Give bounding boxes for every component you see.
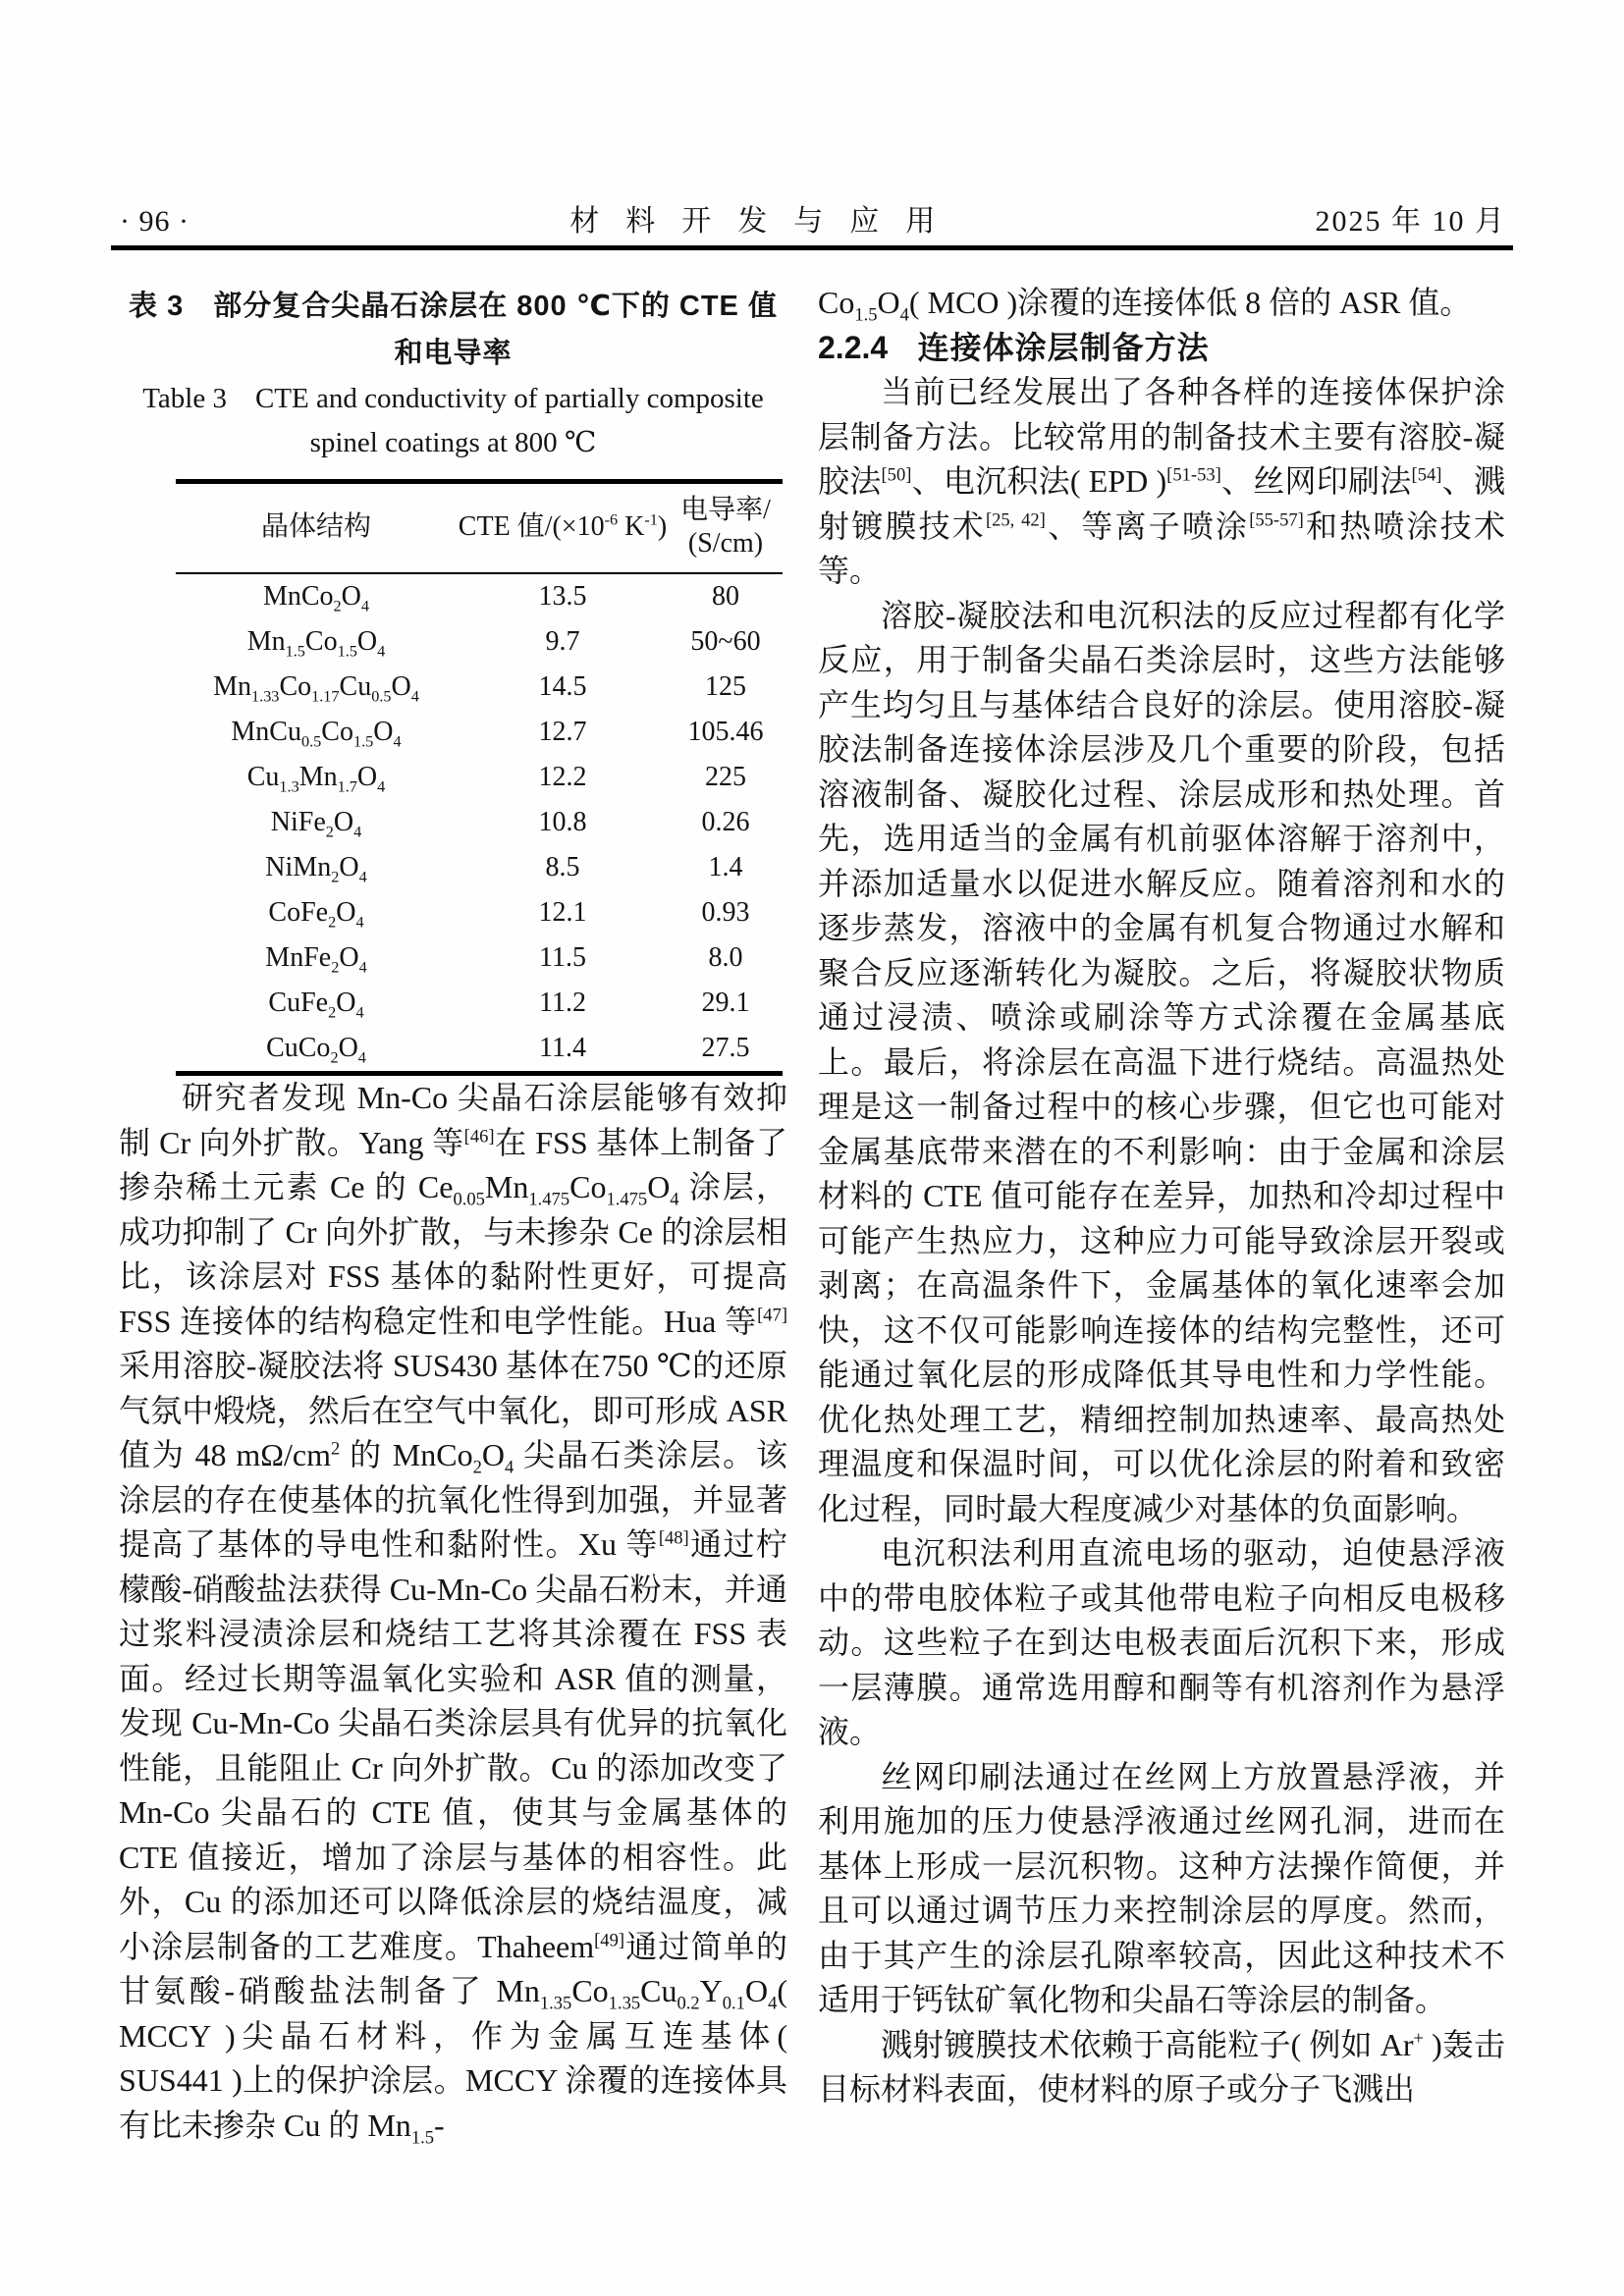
table-row [176, 890, 783, 935]
cte-cell: 13.5 [538, 581, 587, 612]
page-header [120, 204, 1506, 240]
conductivity-cell: 0.93 [701, 897, 750, 928]
section-number: 2.2.4 [818, 329, 889, 365]
cte-cell: 9.7 [545, 626, 580, 657]
formula-cell: $MnCo_2O_4$ [262, 581, 370, 615]
table-row [176, 845, 783, 890]
header-rule [111, 245, 1513, 250]
table-row [176, 665, 783, 710]
cte-cell: 8.5 [545, 852, 580, 882]
right-column [818, 281, 1505, 2112]
formula-cell: $CuFe_2O_4$ [268, 988, 364, 1022]
conductivity-cell: 0.26 [701, 807, 750, 837]
cte-cell: 11.5 [539, 942, 586, 973]
conductivity-cell: 27.5 [701, 1033, 750, 1063]
formula-cell: $Cu_{1.3}Mn_{1.7}O_4$ [246, 762, 386, 796]
table-row [176, 710, 783, 755]
cte-cell: 11.2 [539, 988, 586, 1018]
left-column-paragraph: 研究者发现 Mn-Co 尖晶石涂层能够有效抑制 Cr 向外扩散。Yang 等[46]在 FSS 基体上制备了掺杂稀土元素 Ce 的 $Ce_{0.05}Mn_{1.475}Co_{1.475}O_4$ 涂层，成功抑制了 Cr 向外扩散，与未掺杂 Ce 的涂层相比，该涂层对 FSS 基体的黏附性更好，可提高 FSS 连接体的结构稳定性和电学性能。Hua 等[47]采用溶胶-凝胶法将 SUS430 基体在750 ℃的还原气氛中煅烧，然后在空气中氧化，即可形成 ASR 值为 48 $m\Omega/cm^2$ 的 $MnCo_2O_4$ 尖晶石类涂层。该涂层的存在使基体的抗氧化性得到加强，并显著提高了基体的导电性和黏附性。Xu 等[48]通过柠檬酸-硝酸盐法获得 Cu-Mn-Co 尖晶石粉末，并通过浆料浸渍涂层和烧结工艺将其涂覆在 FSS 表面。经过长期等温氧化实验和 ASR 值的测量，发现 Cu-Mn-Co 尖晶石类涂层具有优异的抗氧化性能，且能阻止 Cr 向外扩散。Cu 的添加改变了 Mn-Co 尖晶石的 CTE 值，使其与金属基体的 CTE 值接近，增加了涂层与基体的相容性。此外，Cu 的添加还可以降低涂层的烧结温度，减小涂层制备的工艺难度。Thaheem[49]通过简单的甘氨酸-硝酸盐法制备了 $Mn_{1.35}Co_{1.35}Cu_{0.2}Y_{0.1}O_4$( MCCY )尖晶石材料，作为金属互连基体( SUS441 )上的保护涂层。MCCY 涂覆的连接体具有比未掺杂 Cu 的 $Mn_{1.5}-$ [119, 1080, 787, 2148]
conductivity-header-line2: (S/cm) [687, 528, 764, 559]
cte-cell: 14.5 [538, 671, 587, 702]
table-row [176, 755, 783, 800]
continuation-paragraph: $Co_{1.5}O_4$( MCO )涂覆的连接体低 8 倍的 ASR 值。 [818, 285, 1472, 326]
issue-date: 2025 年 10 月 [1315, 205, 1506, 238]
conductivity-header-line1: 电导率/ [680, 495, 771, 525]
cte-cell: 12.2 [538, 762, 587, 792]
conductivity-cell: 50~60 [690, 626, 761, 657]
conductivity-cell: 29.1 [701, 988, 750, 1018]
right-column-paragraph-1: 当前已经发展出了各种各样的连接体保护涂层制备方法。比较常用的制备技术主要有溶胶-凝胶法[50]、电沉积法( EPD )[51-53]、丝网印刷法[54]、溅射镀膜技术[25, 42]、等离子喷涂[55-57]和热喷涂技术等。 [818, 374, 1505, 588]
formula-cell: $Mn_{1.5}Co_{1.5}O_4$ [246, 626, 386, 661]
cte-cell: 11.4 [539, 1033, 586, 1063]
formula-cell: $MnCu_{0.5}Co_{1.5}O_4$ [231, 717, 402, 751]
table-caption-zh: 表 3 部分复合尖晶石涂层在 800 ℃下的 CTE 值和电导率 [129, 291, 778, 369]
table-row [176, 935, 783, 981]
table-body [176, 573, 783, 1074]
conductivity-cell: 1.4 [708, 852, 743, 882]
formula-cell: $CoFe_2O_4$ [268, 897, 364, 932]
table-caption-en-line1: Table 3 CTE and conductivity of partially composite [142, 383, 764, 414]
cte-cell: 10.8 [538, 807, 587, 837]
formula-cell: $MnFe_2O_4$ [265, 942, 367, 977]
conductivity-cell: 225 [705, 762, 746, 792]
left-column [119, 281, 787, 2148]
section-heading [818, 326, 1505, 371]
cte-cell: 12.7 [538, 717, 587, 747]
cte-conductivity-table [176, 479, 783, 1076]
right-column-paragraph-5: 溅射镀膜技术依赖于高能粒子( 例如 Ar+ )轰击目标材料表面，使材料的原子或分子飞溅出 [818, 2026, 1505, 2107]
formula-cell: $Mn_{1.33}Co_{1.17}Cu_{0.5}O_4$ [213, 671, 419, 706]
table-caption-en-line2: spinel coatings at 800 ℃ [309, 427, 597, 458]
cte-cell: 12.1 [538, 897, 587, 928]
table-row [176, 800, 783, 845]
formula-cell: $NiFe_2O_4$ [270, 807, 362, 841]
right-column-paragraph-4: 丝网印刷法通过在丝网上方放置悬浮液，并利用施加的压力使悬浮液通过丝网孔洞，进而在基体上形成一层沉积物。这种方法操作简便，并且可以通过调节压力来控制涂层的厚度。然而，由于其产生的涂层孔隙率较高，因此这种技术不适用于钙钛矿氧化物和尖晶石等涂层的制备。 [818, 1758, 1505, 2017]
right-column-paragraph-3: 电沉积法利用直流电场的驱动，迫使悬浮液中的带电胶体粒子或其他带电粒子向相反电极移动。这些粒子在到达电极表面后沉积下来，形成一层薄膜。通常选用醇和酮等有机溶剂作为悬浮液。 [818, 1535, 1505, 1749]
page-number: · 96 · [120, 205, 189, 238]
right-column-paragraph-2: 溶胶-凝胶法和电沉积法的反应过程都有化学反应，用于制备尖晶石类涂层时，这些方法能够产生均匀且与基体结合良好的涂层。使用溶胶-凝胶法制备连接体涂层涉及几个重要的阶段，包括溶液制备、凝胶化过程、涂层成形和热处理。首先，选用适当的金属有机前驱体溶解于溶剂中，并添加适量水以促进水解反应。随着溶剂和水的逐步蒸发，溶液中的金属有机复合物通过水解和聚合反应逐渐转化为凝胶。之后，将凝胶状物质通过浸渍、喷涂或刷涂等方式涂覆在金属基底上。最后，将涂层在高温下进行烧结。高温热处理是这一制备过程中的核心步骤，但它也可能对金属基底带来潜在的不利影响：由于金属和涂层材料的 CTE 值可能存在差异，加热和冷却过程中可能产生热应力，这种应力可能导致涂层开裂或剥离；在高温条件下，金属基体的氧化速率会加快，这不仅可能影响连接体的结构完整性，还可能通过氧化层的形成降低其导电性和力学性能。优化热处理工艺，精细控制加热速率、最高热处理温度和保温时间，可以优化涂层的附着和致密化过程，同时最大程度减少对基体的负面影响。 [818, 597, 1505, 1526]
conductivity-cell: 8.0 [708, 942, 743, 973]
conductivity-cell: 80 [712, 581, 739, 612]
formula-cell: $CuCo_2O_4$ [266, 1033, 366, 1067]
table-row [176, 981, 783, 1026]
journal-title: 材料开发与应用 [569, 205, 962, 238]
formula-cell: $NiMn_2O_4$ [265, 852, 367, 886]
col-header-cte: CTE 值$/(\times 10^{-6}$ $K^{-1}$) [457, 482, 669, 574]
table-header [176, 482, 783, 574]
conductivity-cell: 125 [705, 671, 746, 702]
col-header-crystal-structure: 晶体结构 [176, 482, 457, 574]
col-header-conductivity [669, 482, 783, 574]
table-header-row [176, 482, 783, 574]
section-title: 连接体涂层制备方法 [917, 329, 1210, 365]
table-row [176, 1026, 783, 1074]
table-row [176, 619, 783, 665]
table-row [176, 573, 783, 619]
conductivity-cell: 105.46 [687, 717, 764, 747]
